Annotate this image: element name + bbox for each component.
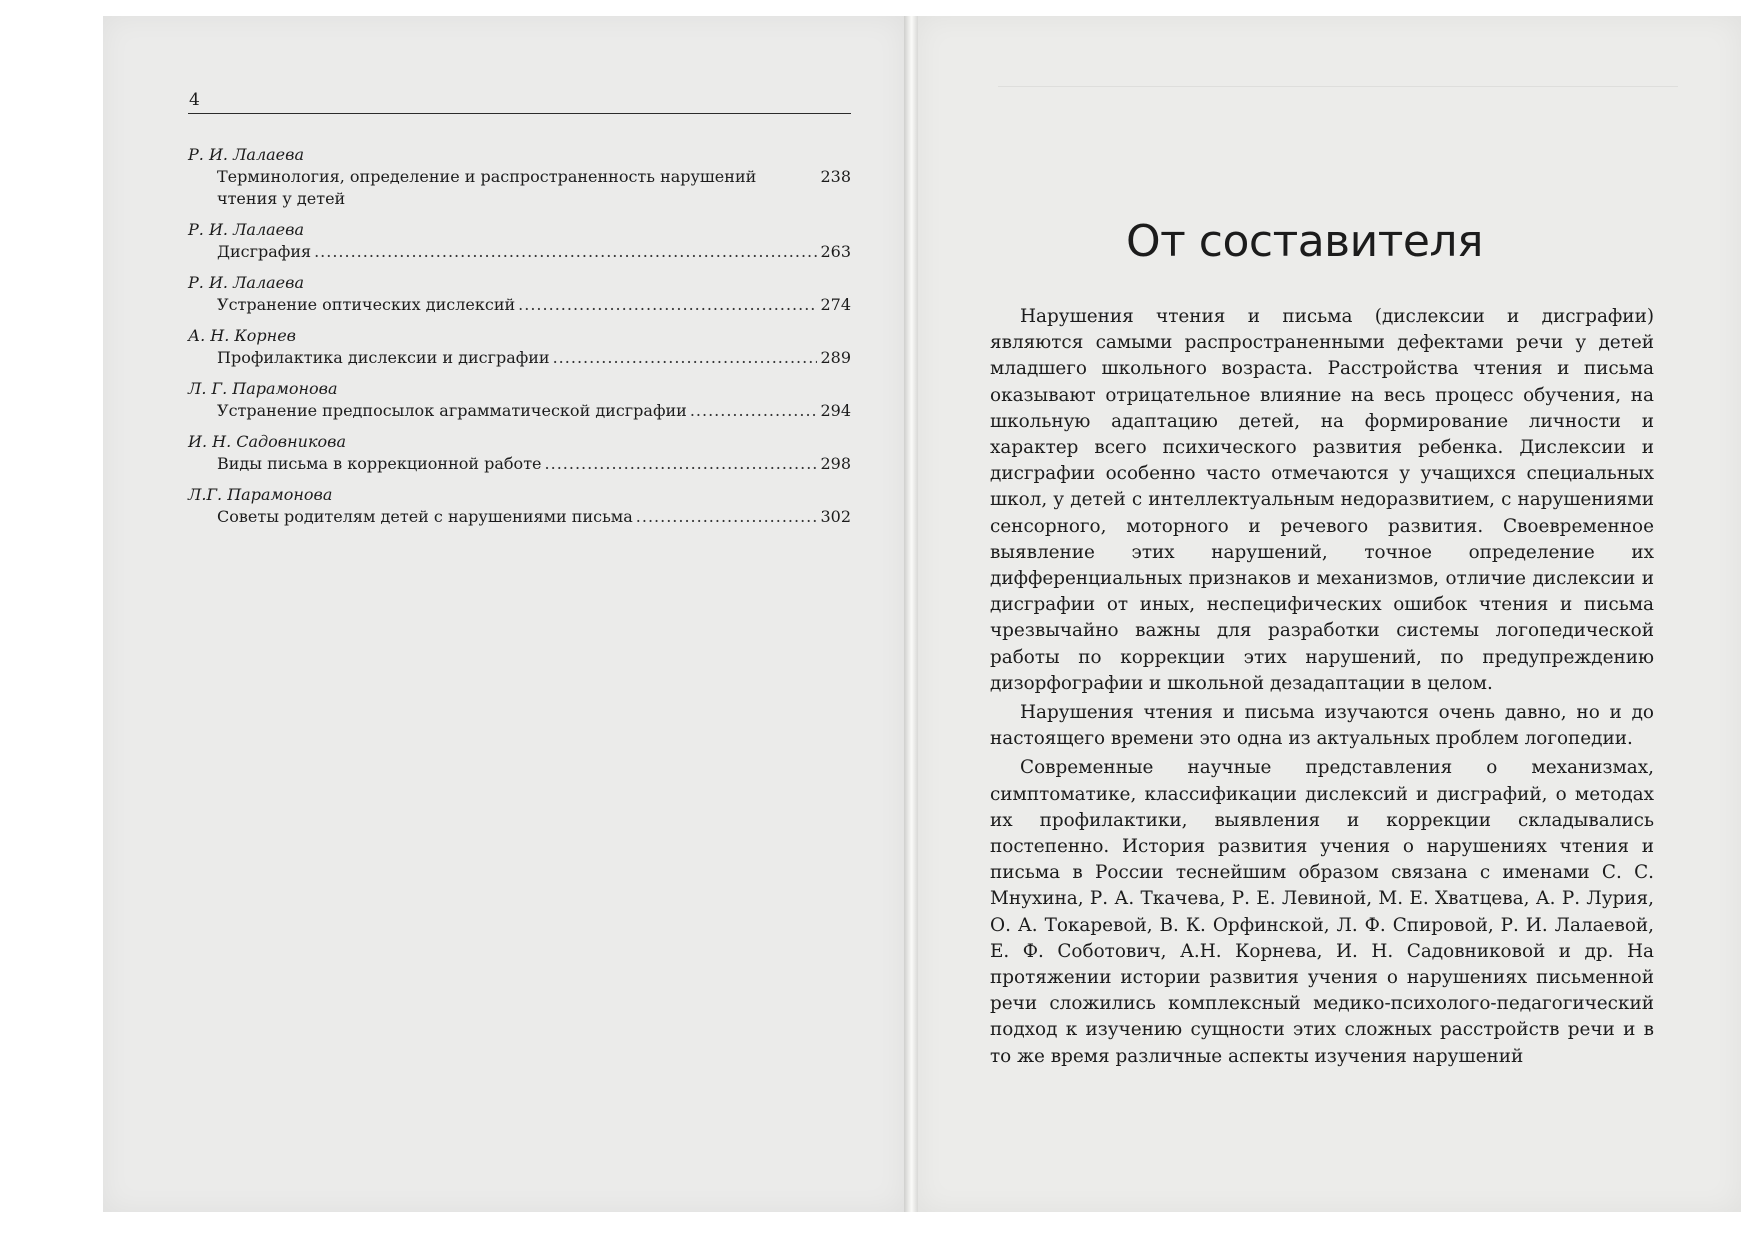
toc-dot-leader [636,506,818,528]
right-page [918,16,1741,1212]
toc-entry [188,484,851,528]
page-number: 4 [189,90,200,110]
toc-author: Р. И. Лалаева [188,273,304,292]
toc-author: А. Н. Корнев [188,326,296,345]
book-gutter [904,16,918,1212]
toc-page-number: 294 [820,401,851,420]
toc-dot-leader [518,294,817,316]
toc-title-line [188,400,851,422]
left-page [103,16,904,1212]
toc-page-number: 238 [820,167,851,186]
toc-dot-leader [545,453,818,475]
toc-page-number: 263 [820,242,851,261]
toc-entry [188,378,851,422]
toc-title: Профилактика дислексии и дисграфии [217,348,550,367]
toc-dot-leader [314,241,817,263]
toc-title-line [188,166,851,210]
toc-title: Терминология, определение и распространенность нарушений чтения у детей [217,167,757,208]
toc-dot-leader [690,400,818,422]
toc-title-line [188,506,851,528]
bleed-through-rule [998,86,1678,87]
toc-title-line [188,347,851,369]
toc-title: Устранение предпосылок аграмматической дисграфии [217,401,687,420]
preface-paragraph: Современные научные представления о механизмах, симптоматике, классификации дислексий и дисграфий, о методах их профилактики, выявления и коррекции складывались постепенно. История развития учения о нарушениях чтения и письма в России теснейшим образом связана с именами С. С. Мнухина, Р. А. Ткачева, Р. Е. Левиной, М. Е. Хватцева, А. Р. Лурия, О. А. Токаревой, В. К. Орфинской, Л. Ф. Спировой, Р. И. Лалаевой, Е. Ф. Соботович, А.Н. Корнева, И. Н. Садовниковой и др. На протяжении истории развития учения о нарушениях письменной речи сложились комплексный медико-психолого-педагогический подход к изучению сущности этих сложных расстройств речи и в то же время различные аспекты изучения нарушений [990,757,1654,1067]
toc-dot-leader [553,347,818,369]
toc-title: Советы родителям детей с нарушениями письма [217,507,633,526]
toc-entry [188,325,851,369]
toc-entry [188,219,851,263]
toc-title-line [188,241,851,263]
toc-page-number: 274 [820,295,851,314]
toc-author: Р. И. Лалаева [188,220,304,239]
toc-entry [188,144,851,210]
preface-paragraph: Нарушения чтения и письма изучаются очень давно, но и до настоящего времени это одна из актуальных проблем логопедии. [990,702,1654,750]
table-of-contents [188,144,851,537]
toc-page-number: 298 [820,454,851,473]
preface-body [990,304,1654,1073]
preface-paragraph: Нарушения чтения и письма (дислексии и дисграфии) являются самыми распространенными дефектами речи у детей младшего школьного возраста. Расстройства чтения и письма оказывают отрицательное влияние на весь процесс обучения, на школьную адаптацию детей, на формирование личности и характер всего психического развития ребенка. Дислексии и дисграфии особенно часто отмечаются у учащихся специальных школ, у детей с интеллектуальным недоразвитием, с нарушениями сенсорного, моторного и речевого развития. Своевременное выявление этих нарушений, точное определение их дифференциальных признаков и механизмов, отличие дислексии и дисграфии от иных, неспецифических ошибок чтения и письма чрезвычайно важны для разработки системы логопедической работы по коррекции этих нарушений, по предупреждению дизорфографии и школьной дезадаптации в целом. [990,306,1654,694]
toc-author: Л.Г. Парамонова [188,485,333,504]
header-rule [188,113,851,114]
toc-title-line [188,294,851,316]
preface-heading: От составителя [1126,216,1483,267]
toc-title: Виды письма в коррекционной работе [217,454,542,473]
toc-title: Дисграфия [217,242,312,261]
toc-entry [188,272,851,316]
toc-title-line [188,453,851,475]
toc-title: Устранение оптических дислексий [217,295,516,314]
toc-author: Р. И. Лалаева [188,145,304,164]
toc-entry [188,431,851,475]
toc-author: Л. Г. Парамонова [188,379,338,398]
toc-page-number: 302 [820,507,851,526]
toc-author: И. Н. Садовникова [188,432,346,451]
toc-page-number: 289 [820,348,851,367]
